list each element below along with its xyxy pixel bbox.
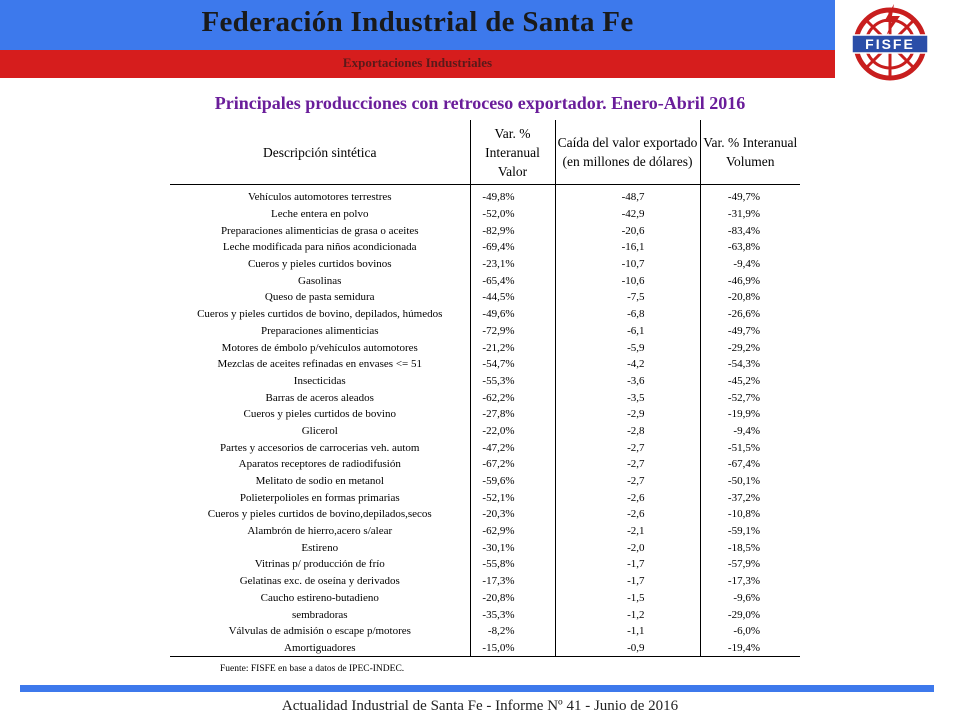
cell-var-volumen: -17,3% (700, 573, 800, 590)
table-row (170, 590, 800, 607)
cell-caida-valor: -16,1 (555, 239, 700, 256)
cell-description: Insecticidas (293, 374, 346, 387)
cell-caida-valor: -1,7 (555, 556, 700, 573)
cell-var-volumen: -50,1% (700, 473, 800, 490)
header-var-volumen: Var. % Interanual Volumen (700, 120, 800, 185)
cell-var-valor: -69,4% (470, 239, 555, 256)
cell-caida-valor: -1,7 (555, 573, 700, 590)
cell-var-valor: -30,1% (470, 539, 555, 556)
cell-var-valor: -52,1% (470, 489, 555, 506)
cell-caida-valor: -2,9 (555, 406, 700, 423)
cell-var-volumen: -10,8% (700, 506, 800, 523)
cell-var-volumen: -29,2% (700, 339, 800, 356)
cell-caida-valor: -2,7 (555, 456, 700, 473)
table-row (170, 222, 800, 239)
cell-var-valor: -20,8% (470, 590, 555, 607)
cell-caida-valor: -2,6 (555, 489, 700, 506)
cell-var-volumen: -83,4% (700, 222, 800, 239)
cell-var-volumen: -29,0% (700, 606, 800, 623)
cell-var-volumen: -57,9% (700, 556, 800, 573)
cell-var-valor: -35,3% (470, 606, 555, 623)
cell-caida-valor: -0,9 (555, 640, 700, 657)
cell-description: Leche entera en polvo (271, 208, 369, 221)
cell-description: Queso de pasta semidura (264, 291, 375, 304)
cell-var-volumen: -19,4% (700, 640, 800, 657)
cell-var-valor: -59,6% (470, 473, 555, 490)
table-row (170, 406, 800, 423)
cell-caida-valor: -7,5 (555, 289, 700, 306)
table-row (170, 256, 800, 273)
table-row (170, 289, 800, 306)
cell-description: Barras de aceros aleados (265, 391, 374, 404)
cell-description: Leche modificada para niños acondicionada (222, 241, 417, 254)
cell-caida-valor: -5,9 (555, 339, 700, 356)
table-row (170, 423, 800, 440)
table-row (170, 239, 800, 256)
table-row (170, 339, 800, 356)
cell-caida-valor: -3,6 (555, 373, 700, 390)
cell-var-valor: -23,1% (470, 256, 555, 273)
cell-var-valor: -72,9% (470, 323, 555, 340)
cell-var-valor: -22,0% (470, 423, 555, 440)
cell-var-volumen: -67,4% (700, 456, 800, 473)
cell-var-volumen: -54,3% (700, 356, 800, 373)
cell-caida-valor: -4,2 (555, 356, 700, 373)
header-caida-valor: Caída del valor exportado (en millones de dólares) (555, 120, 700, 185)
exports-table (170, 120, 800, 657)
cell-caida-valor: -1,1 (555, 623, 700, 640)
cell-description: Válvulas de admisión o escape p/motores (228, 625, 411, 638)
cell-caida-valor: -2,8 (555, 423, 700, 440)
cell-var-volumen: -18,5% (700, 539, 800, 556)
cell-var-volumen: -46,9% (700, 272, 800, 289)
cell-caida-valor: -1,2 (555, 606, 700, 623)
fisfe-logo-icon (848, 2, 932, 82)
cell-description: Cueros y pieles curtidos de bovino,depilados,secos (207, 508, 432, 521)
cell-var-volumen: -20,8% (700, 289, 800, 306)
cell-var-valor: -52,0% (470, 206, 555, 223)
cell-var-valor: -21,2% (470, 339, 555, 356)
table-row (170, 623, 800, 640)
cell-caida-valor: -10,7 (555, 256, 700, 273)
cell-var-volumen: -9,6% (700, 590, 800, 607)
cell-caida-valor: -42,9 (555, 206, 700, 223)
section-subtitle: Exportaciones Industriales (342, 55, 493, 70)
cell-var-volumen: -19,9% (700, 406, 800, 423)
cell-var-volumen: -26,6% (700, 306, 800, 323)
table-row (170, 456, 800, 473)
cell-var-volumen: -37,2% (700, 489, 800, 506)
table-row (170, 489, 800, 506)
header-var-valor: Var. % Interanual Valor (470, 120, 555, 185)
cell-var-valor: -82,9% (470, 222, 555, 239)
cell-description: Melitato de sodio en metanol (255, 475, 384, 488)
cell-var-volumen: -6,0% (700, 623, 800, 640)
cell-caida-valor: -2,7 (555, 439, 700, 456)
source-note: Fuente: FISFE en base a datos de IPEC-INDEC. (220, 664, 405, 674)
cell-description: Cueros y pieles curtidos bovinos (247, 258, 392, 271)
cell-var-volumen: -49,7% (700, 323, 800, 340)
cell-var-valor: -55,3% (470, 373, 555, 390)
table-row (170, 373, 800, 390)
cell-var-volumen: -49,7% (700, 185, 800, 206)
cell-var-valor: -49,6% (470, 306, 555, 323)
cell-caida-valor: -2,6 (555, 506, 700, 523)
cell-var-valor: -62,9% (470, 523, 555, 540)
cell-var-valor: -17,3% (470, 573, 555, 590)
table-row (170, 306, 800, 323)
cell-var-volumen: -31,9% (700, 206, 800, 223)
cell-var-valor: -54,7% (470, 356, 555, 373)
cell-description: Estireno (301, 541, 339, 554)
cell-description: Caucho estireno-butadieno (260, 591, 379, 604)
footer-text: Actualidad Industrial de Santa Fe - Informe Nº 41 - Junio de 2016 (281, 698, 679, 714)
table-row (170, 389, 800, 406)
cell-description: Polieterpolioles en formas primarias (239, 491, 400, 504)
table-header-row (170, 120, 800, 185)
cell-var-volumen: -9,4% (700, 423, 800, 440)
cell-var-volumen: -63,8% (700, 239, 800, 256)
cell-var-volumen: -45,2% (700, 373, 800, 390)
table-row (170, 523, 800, 540)
header-description: Descripción sintética (170, 120, 470, 185)
table-row (170, 206, 800, 223)
cell-description: Preparaciones alimenticias de grasa o aceites (220, 224, 419, 237)
table-row (170, 272, 800, 289)
cell-description: Gasolinas (298, 274, 342, 287)
cell-description: Aparatos receptores de radiodifusión (238, 458, 401, 471)
cell-var-valor: -15,0% (470, 640, 555, 657)
cell-description: Amortiguadores (170, 640, 470, 657)
cell-caida-valor: -2,1 (555, 523, 700, 540)
table-row (170, 539, 800, 556)
table-row (170, 439, 800, 456)
cell-caida-valor: -10,6 (555, 272, 700, 289)
report-title: Principales producciones con retroceso exportador. Enero-Abril 2016 (214, 93, 746, 113)
table-row (170, 185, 800, 206)
cell-var-valor: -55,8% (470, 556, 555, 573)
cell-description: Partes y accesorios de carrocerias veh. autom (220, 441, 420, 454)
table-row (170, 573, 800, 590)
cell-var-valor: -62,2% (470, 389, 555, 406)
cell-description: sembradoras (291, 608, 348, 621)
table-row (170, 323, 800, 340)
table-row (170, 506, 800, 523)
cell-caida-valor: -6,8 (555, 306, 700, 323)
cell-caida-valor: -2,0 (555, 539, 700, 556)
svg-text:FISFE: FISFE (865, 36, 915, 52)
cell-var-volumen: -59,1% (700, 523, 800, 540)
cell-caida-valor: -48,7 (555, 185, 700, 206)
cell-description: Mezclas de aceites refinadas en envases <= 51 (217, 358, 422, 371)
cell-caida-valor: -6,1 (555, 323, 700, 340)
cell-var-valor: -8,2% (470, 623, 555, 640)
cell-var-volumen: -9,4% (700, 256, 800, 273)
cell-var-volumen: -52,7% (700, 389, 800, 406)
cell-caida-valor: -2,7 (555, 473, 700, 490)
cell-var-valor: -44,5% (470, 289, 555, 306)
cell-var-valor: -27,8% (470, 406, 555, 423)
cell-description: Cueros y pieles curtidos de bovino (243, 408, 396, 421)
cell-description: Motores de émbolo p/vehículos automotores (221, 341, 418, 354)
table-row (170, 556, 800, 573)
cell-description: Preparaciones alimenticias (260, 324, 379, 337)
cell-caida-valor: -1,5 (555, 590, 700, 607)
cell-var-volumen: -51,5% (700, 439, 800, 456)
cell-var-valor: -20,3% (470, 506, 555, 523)
cell-description: Cueros y pieles curtidos de bovino, depilados, húmedos (197, 308, 443, 321)
footer-blue-bar (20, 685, 934, 692)
cell-var-valor: -47,2% (470, 439, 555, 456)
cell-description: Glicerol (301, 424, 338, 437)
cell-caida-valor: -3,5 (555, 389, 700, 406)
cell-caida-valor: -20,6 (555, 222, 700, 239)
cell-description: Alambrón de hierro,acero s/alear (247, 525, 393, 538)
table-row (170, 640, 800, 657)
table-row (170, 606, 800, 623)
table-row (170, 473, 800, 490)
cell-description: Gelatinas exc. de oseína y derivados (239, 575, 400, 588)
cell-description: Vehículos automotores terrestres (247, 191, 392, 204)
cell-var-valor: -67,2% (470, 456, 555, 473)
table-row (170, 356, 800, 373)
cell-var-valor: -65,4% (470, 272, 555, 289)
org-title: Federación Industrial de Santa Fe (201, 6, 634, 38)
cell-var-valor: -49,8% (470, 185, 555, 206)
cell-description: Vitrinas p/ producción de frío (254, 558, 385, 571)
